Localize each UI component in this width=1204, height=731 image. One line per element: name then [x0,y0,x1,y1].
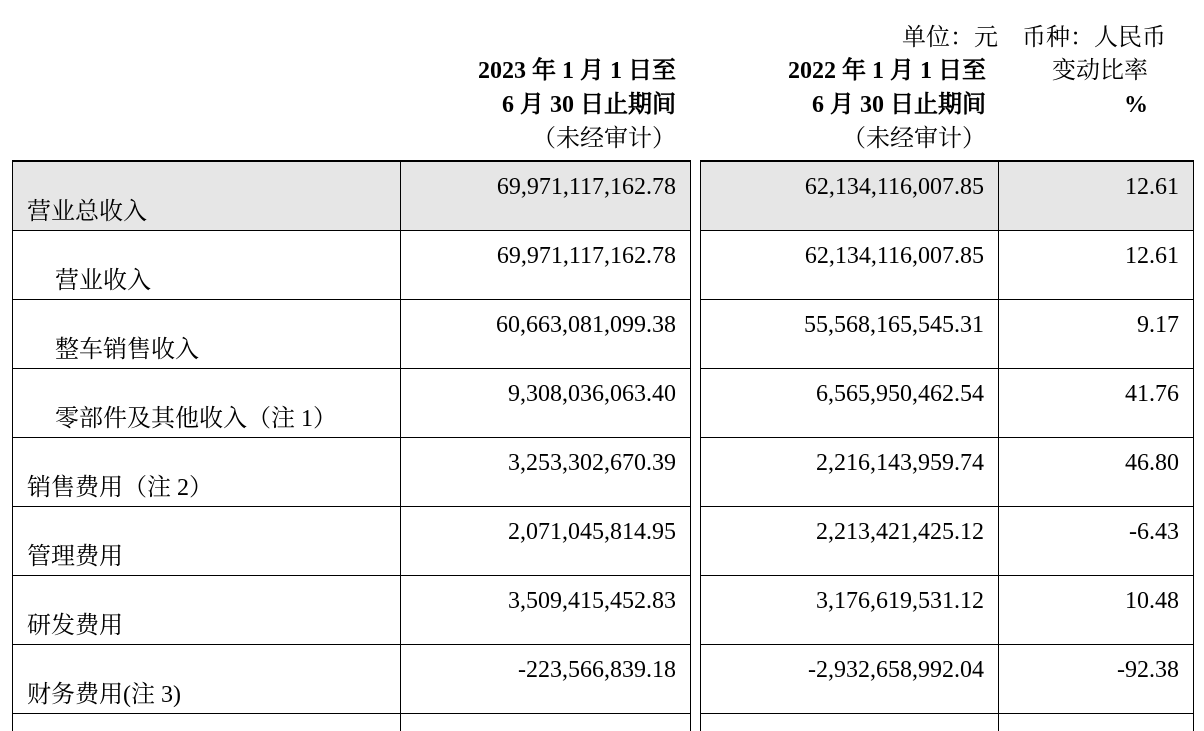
row-label: 营业总收入 [13,161,401,231]
value-2023: 60,663,081,099.38 [401,300,691,369]
change-ratio: 12.61 [999,161,1194,231]
empty-cell [401,714,691,731]
column-gap [691,576,701,645]
column-header-2022-line2: 6 月 30 日止期间 [690,88,986,122]
change-ratio: -6.43 [999,507,1194,576]
empty-cell [701,714,999,731]
table-row [13,369,1194,438]
row-label: 财务费用(注 3) [13,645,401,714]
table-row [13,161,1194,231]
column-header-2023-line3: （未经审计） [400,122,676,156]
column-header-ratio-line2: % [1000,88,1148,122]
column-header-ratio-line1: 变动比率 [1000,54,1148,88]
column-header-change-ratio [1000,54,1148,122]
change-ratio: 12.61 [999,231,1194,300]
column-gap [691,369,701,438]
value-2023: 9,308,036,063.40 [401,369,691,438]
column-gap [691,161,701,231]
column-header-2023-line1: 2023 年 1 月 1 日至 [400,54,676,88]
value-2022: 6,565,950,462.54 [701,369,999,438]
column-gap [691,438,701,507]
row-label: 营业收入 [13,231,401,300]
row-label: 零部件及其他收入（注 1） [13,369,401,438]
row-label: 销售费用（注 2） [13,438,401,507]
value-2022: 2,216,143,959.74 [701,438,999,507]
table-row [13,438,1194,507]
value-2022: 55,568,165,545.31 [701,300,999,369]
row-label: 研发费用 [13,576,401,645]
table-row [13,300,1194,369]
column-gap [691,300,701,369]
table-row [13,645,1194,714]
change-ratio: -92.38 [999,645,1194,714]
column-header-2022 [690,54,986,156]
row-label: 整车销售收入 [13,300,401,369]
column-header-2023 [400,54,676,156]
unit-currency-line: 单位：元 币种：人民币 [720,20,1166,56]
value-2022: 62,134,116,007.85 [701,231,999,300]
change-ratio: 10.48 [999,576,1194,645]
column-header-2023-line2: 6 月 30 日止期间 [400,88,676,122]
table-row-partial [13,714,1194,731]
empty-cell [999,714,1194,731]
column-gap [691,231,701,300]
column-header-2022-line3: （未经审计） [690,122,986,156]
column-gap [691,507,701,576]
value-2023: -223,566,839.18 [401,645,691,714]
value-2022: 62,134,116,007.85 [701,161,999,231]
value-2023: 3,509,415,452.83 [401,576,691,645]
table-row [13,507,1194,576]
value-2023: 3,253,302,670.39 [401,438,691,507]
change-ratio: 46.80 [999,438,1194,507]
value-2023: 69,971,117,162.78 [401,231,691,300]
column-gap [691,645,701,714]
empty-cell [13,714,401,731]
column-gap [691,714,701,731]
change-ratio: 41.76 [999,369,1194,438]
value-2023: 69,971,117,162.78 [401,161,691,231]
table-row [13,231,1194,300]
value-2022: -2,932,658,992.04 [701,645,999,714]
change-ratio: 9.17 [999,300,1194,369]
value-2022: 2,213,421,425.12 [701,507,999,576]
table-row [13,576,1194,645]
column-header-2022-line1: 2022 年 1 月 1 日至 [690,54,986,88]
value-2023: 2,071,045,814.95 [401,507,691,576]
financial-table [12,160,1194,731]
row-label: 管理费用 [13,507,401,576]
value-2022: 3,176,619,531.12 [701,576,999,645]
